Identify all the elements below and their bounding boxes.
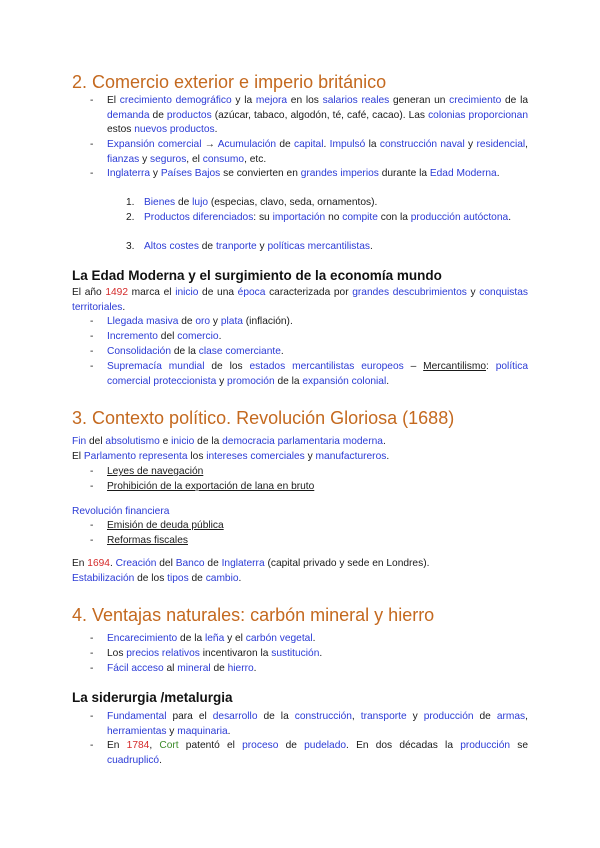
- edad-bullet-2: - Incremento del comercio.: [90, 331, 222, 342]
- edad-bullet-1: - Llegada masiva de oro y plata (inflación).: [90, 316, 293, 327]
- section-4-bullet-3: - Fácil acceso al mineral de hierro.: [90, 663, 257, 674]
- siderurgia-bullet-2: - En 1784, Cort patentó el proceso de pudelado. En dos décadas la producción se cuadruplicó.: [90, 740, 528, 766]
- section-4-bullet-2: - Los precios relativos incentivaron la sustitución.: [90, 648, 323, 659]
- section-2-heading: 2. Comercio exterior e imperio británico: [72, 72, 387, 92]
- numbered-item-3: 3. Altos costes de tranporte y políticas mercantilistas.: [126, 241, 373, 252]
- section-3-closing: En 1694. Creación del Banco de Inglaterra (capital privado y sede en Londres). Estabilización de los tipos de cambio.: [72, 558, 430, 584]
- section-4-bullet-1: - Encarecimiento de la leña y el carbón vegetal.: [90, 633, 316, 644]
- section-3-bullet-3: - Emisión de deuda pública: [90, 520, 224, 531]
- siderurgia-bullet-1: - Fundamental para el desarrollo de la construcción, transporte y producción de armas, herramientas y maquinaria.: [90, 711, 528, 737]
- section-3-bullet-4: - Reformas fiscales: [90, 535, 188, 546]
- section-2-bullet-2: - Expansión comercial → Acumulación de capital. Impulsó la construcción naval y residencial, fianzas y seguros, el consumo, etc.: [90, 139, 528, 165]
- numbered-item-1: 1. Bienes de lujo (especias, clavo, seda, ornamentos).: [126, 197, 378, 208]
- edad-bullet-4: - Supremacía mundial de los estados mercantilistas europeos – Mercantilismo: política comercial proteccionista y promoción de la expansión colonial.: [90, 361, 528, 387]
- section-4-heading: 4. Ventajas naturales: carbón mineral y hierro: [72, 605, 435, 625]
- section-3-paragraph: Fin del absolutismo e inicio de la democracia parlamentaria moderna. El Parlamento representa los intereses comerciales y manufactureros.: [72, 436, 390, 462]
- section-3-bullet-1: - Leyes de navegación: [90, 466, 204, 477]
- edad-bullet-3: - Consolidación de la clase comerciante.: [90, 346, 284, 357]
- section-2-bullet-3: - Inglaterra y Países Bajos se convierten en grandes imperios durante la Edad Moderna.: [90, 168, 500, 179]
- revolucion-financiera-label: Revolución financiera: [72, 506, 170, 517]
- section-3-heading: 3. Contexto político. Revolución Gloriosa (1688): [72, 408, 455, 428]
- siderurgia-heading: La siderurgia /metalurgia: [72, 690, 233, 705]
- edad-moderna-intro: El año 1492 marca el inicio de una época caracterizada por grandes descubrimientos y conquistas territoriales.: [72, 287, 528, 313]
- numbered-item-2: 2. Productos diferenciados: su importación no compite con la producción autóctona.: [126, 212, 512, 223]
- section-2-bullet-1: - El crecimiento demográfico y la mejora en los salarios reales generan un crecimiento de la demanda de productos (azúcar, tabaco, algodón, té, café, cacao). Las colonias proporcionan estos nuevos productos.: [90, 95, 528, 136]
- edad-moderna-heading: La Edad Moderna y el surgimiento de la economía mundo: [72, 268, 442, 283]
- section-3-bullet-2: - Prohibición de la exportación de lana en bruto: [90, 481, 315, 492]
